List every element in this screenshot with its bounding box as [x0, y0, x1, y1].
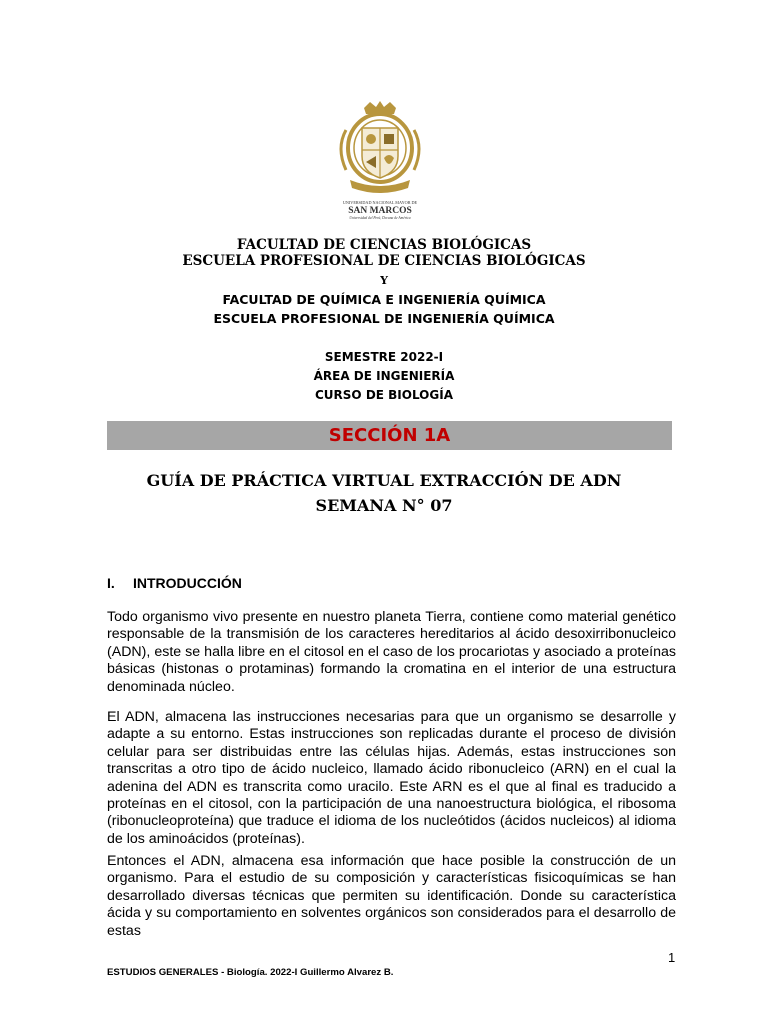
logo-tagline: Universidad del Perú, Decana de América — [349, 216, 411, 220]
header-conjunction: Y — [380, 274, 388, 287]
faculty-chemistry-title: FACULTAD DE QUÍMICA E INGENIERÍA QUÍMICA — [222, 292, 546, 307]
logo-university-small: UNIVERSIDAD NACIONAL MAYOR DE — [342, 200, 418, 205]
section-banner — [107, 421, 672, 450]
intro-number: I. — [107, 575, 115, 591]
intro-paragraph-1: Todo organismo vivo presente en nuestro planeta Tierra, contiene como material genético responsable de la transmisión de los caracteres hereditarios al ácido desoxirribonucleico (ADN), este se halla libre en el citosol en el caso de los procariotas y asociado a proteínas básicas (histonas o protaminas) formando la cromatina en el interior de una estructura denominada núcleo. — [107, 609, 676, 695]
school-biology-title: ESCUELA PROFESIONAL DE CIENCIAS BIOLÓGICAS — [182, 253, 586, 269]
intro-heading — [107, 575, 242, 591]
guide-title: GUÍA DE PRÁCTICA VIRTUAL EXTRACCIÓN DE ADN — [146, 471, 622, 490]
intro-paragraph-3: Entonces el ADN, almacena esa información que hace posible la construcción de un organismo. Para el estudio de su composición y características fisicoquímicas se han desarrollado diversas técnicas que permiten su identificación. Donde su característica ácida y su comportamiento en solventes orgánicos son considerados para el desarrollo de estas — [107, 853, 676, 939]
intro-paragraph-2: El ADN, almacena las instrucciones necesarias para que un organismo se desarrolle y adapte a su entorno. Estas instrucciones son replicadas durante el proceso de división celular para ser distribuidas entre las células hijas. Además, estas instrucciones son transcritas a otro tipo de ácido nucleico, llamado ácido ribonucleico (ARN) en el cual la adenina del ADN es transcrita como uracilo. Este ARN es el que al final es traducido a proteínas en el citosol, con la participación de una nanoestructura biológica, el ribosoma (ribonucleoproteína) que traduce el idioma de los nucleótidos (ácidos nucleicos) al idioma de los aminoácidos (proteínas). — [107, 709, 676, 847]
intro-heading-text: INTRODUCCIÓN — [133, 575, 242, 591]
guide-week: SEMANA N° 07 — [315, 496, 453, 515]
course-label: CURSO DE BIOLOGÍA — [315, 388, 453, 402]
semester-label: SEMESTRE 2022-I — [324, 350, 444, 364]
page-footer: ESTUDIOS GENERALES - Biología. 2022-I Guillermo Alvarez B. — [107, 967, 394, 978]
page-number: 1 — [668, 950, 676, 965]
area-label: ÁREA DE INGENIERÍA — [313, 369, 455, 383]
section-label: SECCIÓN 1A — [328, 425, 451, 446]
logo-university-name: SAN MARCOS — [348, 206, 412, 216]
university-seal-logo — [330, 100, 430, 222]
school-chemical-engineering-title: ESCUELA PROFESIONAL DE INGENIERÍA QUÍMICA — [213, 311, 555, 326]
faculty-biology-title: FACULTAD DE CIENCIAS BIOLÓGICAS — [236, 237, 532, 253]
